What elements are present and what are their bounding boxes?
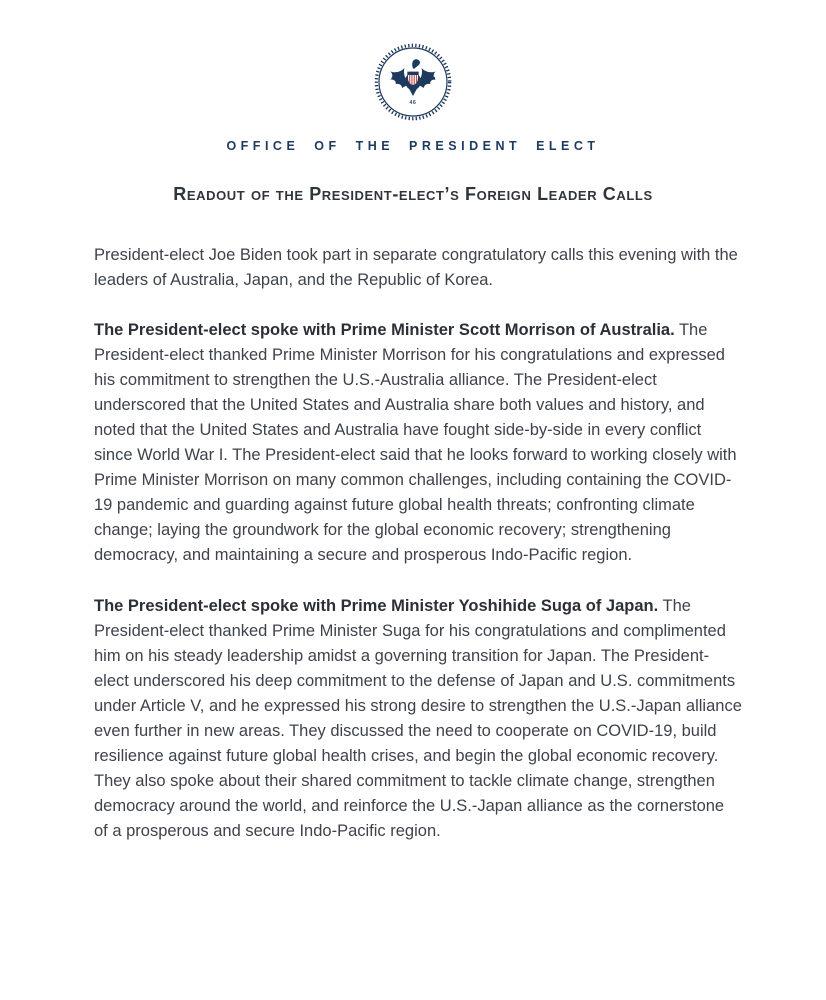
australia-paragraph-text: The President-elect thanked Prime Minister Morrison for his congratulations and expressed his commitment to strengthen the U.S.-Australia alliance. The President-elect underscored that the United States and Australia share both values and history, and noted that the United States and Australia have fought side-by-side in every conflict since World War I. The President-elect said that he looks forward to working closely with Prime Minister Morrison on many common challenges, including containing the COVID-19 pandemic and guarding against future global health threats; confronting climate change; laying the groundwork for the global economic recovery; strengthening democracy, and maintaining a secure and prosperous Indo-Pacific region. <box>94 321 737 564</box>
australia-call-paragraph <box>94 318 742 568</box>
shield-icon <box>408 72 419 86</box>
japan-paragraph-text: The President-elect thanked Prime Minister Suga for his congratulations and complimented him on his steady leadership amidst a governing transition for Japan. The President-elect underscored his deep commitment to the defense of Japan and U.S. commitments under Article V, and he expressed his strong desire to strengthen the U.S.-Japan alliance even further in new areas. They discussed the need to cooperate on COVID-19, build resilience against future global health crises, and begin the global economic recovery. They also spoke about their shared commitment to tackle climate change, strengthen democracy around the world, and reinforce the U.S.-Japan alliance as the cornerstone of a prosperous and secure Indo-Pacific region. <box>94 597 742 840</box>
seal-number: 46 <box>409 100 417 106</box>
document-title: Readout of the President-elect’s Foreign Leader Calls <box>173 184 653 204</box>
intro-paragraph-text: President-elect Joe Biden took part in separate congratulatory calls this evening with the leaders of Australia, Japan, and the Republic of Korea. <box>94 246 738 289</box>
presidential-transition-seal-icon <box>373 42 453 122</box>
japan-paragraph-lead: The President-elect spoke with Prime Minister Yoshihide Suga of Japan. <box>94 597 659 615</box>
intro-paragraph <box>94 243 742 293</box>
document-header <box>0 0 826 205</box>
document-body <box>94 243 742 844</box>
japan-call-paragraph <box>94 594 742 844</box>
office-of-president-elect-label: OFFICE OF THE PRESIDENT ELECT <box>226 139 600 153</box>
australia-paragraph-lead: The President-elect spoke with Prime Minister Scott Morrison of Australia. <box>94 321 675 339</box>
